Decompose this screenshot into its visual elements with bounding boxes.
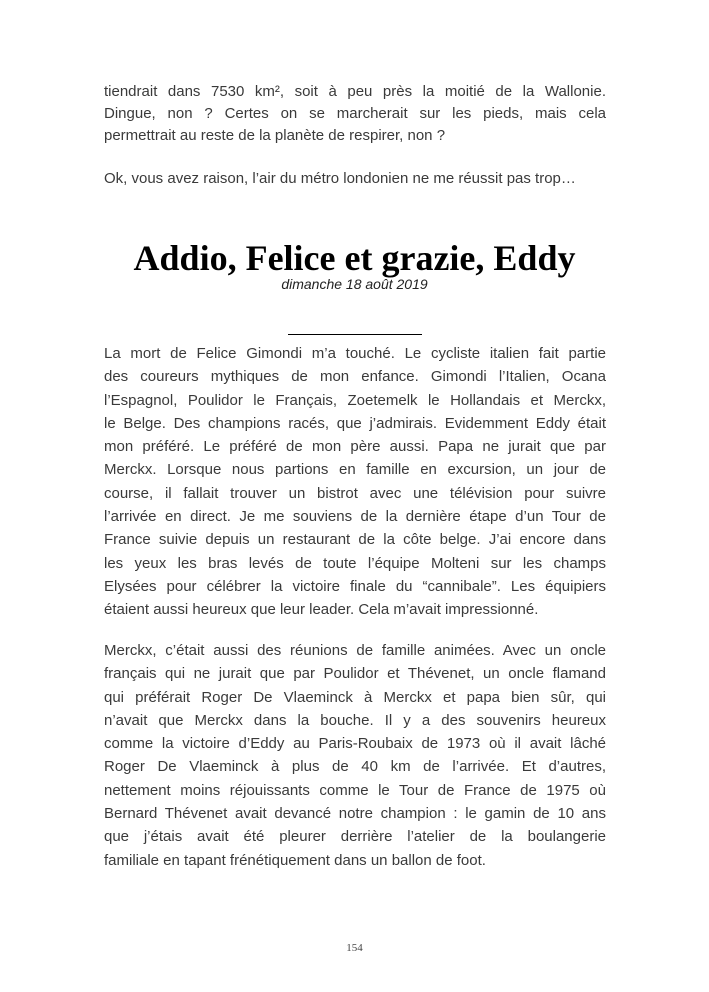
text-line: Elysées pour célébrer la victoire finale du “cannibale”. Les équipiers	[104, 577, 606, 595]
text-line: mon préféré. Le préféré de mon père aussi. Papa ne jurait que par	[104, 438, 606, 456]
intro-paragraph-2	[104, 168, 606, 190]
text-line: comme la victoire d’Eddy au Paris-Roubaix de 1973 où il avait lâché	[104, 735, 606, 753]
text-line: Ok, vous avez raison, l’air du métro londonien ne me réussit pas trop…	[104, 170, 576, 187]
article-paragraph-1	[104, 342, 606, 622]
text-line: français qui ne jurait que par Poulidor et Thévenet, un oncle flamand	[104, 665, 606, 683]
article-paragraph-2	[104, 639, 606, 872]
text-line: l’Espagnol, Poulidor le Français, Zoetemelk le Hollandais et Merckx,	[104, 391, 606, 409]
article-date: dimanche 18 août 2019	[281, 276, 428, 292]
text-line: que j’étais avait été pleurer derrière l’atelier de la boulangerie	[104, 828, 606, 846]
text-line: étaient aussi heureux que leur leader. Cela m’avait impressionné.	[104, 601, 539, 619]
text-line: les yeux les bras levés de toute l’équipe Molteni sur les champs	[104, 554, 606, 572]
text-line: Roger De Vlaeminck à plus de 40 km de l’arrivée. Et d’autres,	[104, 758, 606, 776]
text-line: Dingue, non ? Certes on se marcherait sur les pieds, mais cela	[104, 105, 606, 122]
text-line: des coureurs mythiques de mon enfance. Gimondi l’Italien, Ocana	[104, 368, 606, 386]
divider	[288, 334, 422, 335]
text-line: familiale en tapant frénétiquement dans un ballon de foot.	[104, 851, 486, 869]
text-line: France suivie depuis un restaurant de la côte belge. J’ai encore dans	[104, 531, 606, 549]
text-line: le Belge. Des champions racés, que j’admirais. Evidemment Eddy était	[104, 414, 606, 432]
text-line: tiendrait dans 7530 km², soit à peu près la moitié de la Wallonie.	[104, 83, 606, 100]
text-line: permettrait au reste de la planète de respirer, non ?	[104, 127, 446, 144]
article-title: Addio, Felice et grazie, Eddy	[133, 238, 576, 278]
text-line: n’avait que Merckx dans la bouche. Il y a des souvenirs heureux	[104, 711, 606, 729]
text-line: Bernard Thévenet avait devancé notre champion : le gamin de 10 ans	[104, 805, 606, 823]
text-line: qui préférait Roger De Vlaeminck à Merckx et papa bien sûr, qui	[104, 688, 606, 706]
intro-paragraph-1	[104, 81, 606, 147]
text-line: La mort de Felice Gimondi m’a touché. Le cycliste italien fait partie	[104, 345, 606, 362]
text-line: Merckx, c’était aussi des réunions de famille animées. Avec un oncle	[104, 642, 606, 659]
text-line: Merckx. Lorsque nous partions en famille en excursion, un jour de	[104, 461, 606, 479]
text-line: course, il fallait trouver un bistrot avec une télévision pour suivre	[104, 484, 606, 502]
page-number: 154	[346, 942, 363, 954]
text-line: l’arrivée en direct. Je me souviens de la dernière étape d’un Tour de	[104, 508, 606, 526]
text-line: nettement moins réjouissants comme le Tour de France de 1975 où	[104, 781, 606, 799]
